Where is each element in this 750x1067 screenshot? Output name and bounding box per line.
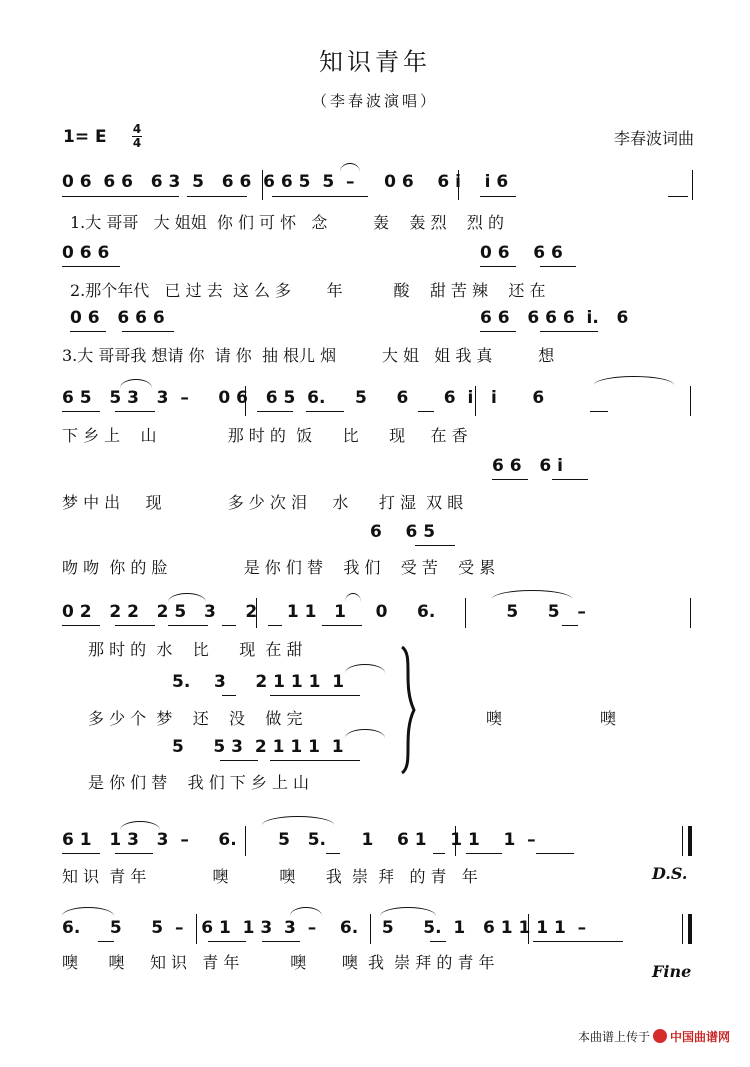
site-name: 中国曲谱网 — [669, 1030, 730, 1044]
verse-brace — [398, 645, 418, 775]
system2-verse1: 下 乡 上 山 那 时 的 饭 比 现 在 香 — [62, 426, 468, 445]
dal-segno-mark: D.S. — [652, 864, 688, 883]
system2-verse2-notes: 6 6 6 i — [492, 456, 563, 476]
score-title: 知识青年 — [319, 48, 431, 76]
system3-verse3-notes: 5 5 3 2 1 1 1 1 — [172, 737, 344, 757]
system1-verse3-notes-right: 6 6 6 6 6 i. 6 — [480, 308, 629, 328]
system3-notes: 0 2 2 2 2 5 3 2 1 1 1 0 6. 5 5 – — [62, 602, 586, 622]
time-signature-top: 4 — [132, 122, 142, 136]
system2-verse3: 吻 吻 你 的 脸 是 你 们 替 我 们 受 苦 受 累 — [62, 558, 496, 577]
upload-credit — [570, 1014, 730, 1045]
fine-mark: Fine — [652, 962, 692, 981]
system2-notes: 6 5 5 3 3 – 0 6 6 5 6. 5 6 6 i i 6 — [62, 388, 545, 408]
system1-verse3-notes: 0 6 6 6 6 — [70, 308, 165, 328]
system3-verse3: 是 你 们 替 我 们 下 乡 上 山 — [88, 773, 310, 792]
system1-verse2-notes-right: 0 6 6 6 — [480, 243, 563, 263]
system3-verse1: 那 时 的 水 比 现 在 甜 — [88, 640, 303, 659]
system4-lyric: 知 识 青 年 噢 噢 我 崇 拜 的 青 年 — [62, 867, 478, 886]
composer-credit: 李春波词曲 — [613, 129, 694, 148]
site-logo-icon — [653, 1029, 667, 1043]
system1-verse2: 2.那个年代 已 过 去 这 么 多 年 酸 甜 苦 辣 还 在 — [70, 281, 546, 300]
key-signature: 1= E — [63, 127, 107, 147]
system4-notes: 6 1 1 3 3 – 6. 5 5. 1 6 1 1 1 1 – — [62, 830, 536, 850]
upload-text: 本曲谱上传于 — [577, 1030, 650, 1044]
system3-verse2: 多 少 个 梦 还 没 做 完 — [88, 709, 303, 728]
system2-verse2: 梦 中 出 现 多 少 次 泪 水 打 湿 双 眼 — [62, 493, 464, 512]
system3-chorus-1: 噢 — [486, 709, 503, 728]
score-subtitle: （李春波演唱） — [311, 92, 438, 110]
system1-verse1: 1.大 哥哥 大 姐姐 你 们 可 怀 念 轰 轰 烈 烈 的 — [70, 213, 505, 232]
system3-chorus-2: 噢 — [600, 709, 617, 728]
system2-verse3-notes: 6 6 5 — [370, 522, 436, 542]
system1-notes: 0 6 6 6 6 3 5 6 6 6 6 5 5 – 0 6 6 i i 6 — [62, 172, 509, 192]
system5-lyric: 噢 噢 知 识 青 年 噢 噢 我 崇 拜 的 青 年 — [62, 953, 495, 972]
system1-verse3: 3.大 哥哥我 想请 你 请 你 抽 根儿 烟 大 姐 姐 我 真 想 — [62, 346, 555, 365]
system3-verse2-notes: 5. 3 2 1 1 1 1 — [172, 672, 345, 692]
time-signature-bottom: 4 — [132, 136, 142, 150]
system5-notes: 6. 5 5 – 6 1 1 3 3 – 6. 5 5. 1 6 1 1 1 1 – — [62, 918, 587, 938]
time-signature — [132, 124, 142, 149]
system1-verse2-notes: 0 6 6 — [62, 243, 110, 263]
